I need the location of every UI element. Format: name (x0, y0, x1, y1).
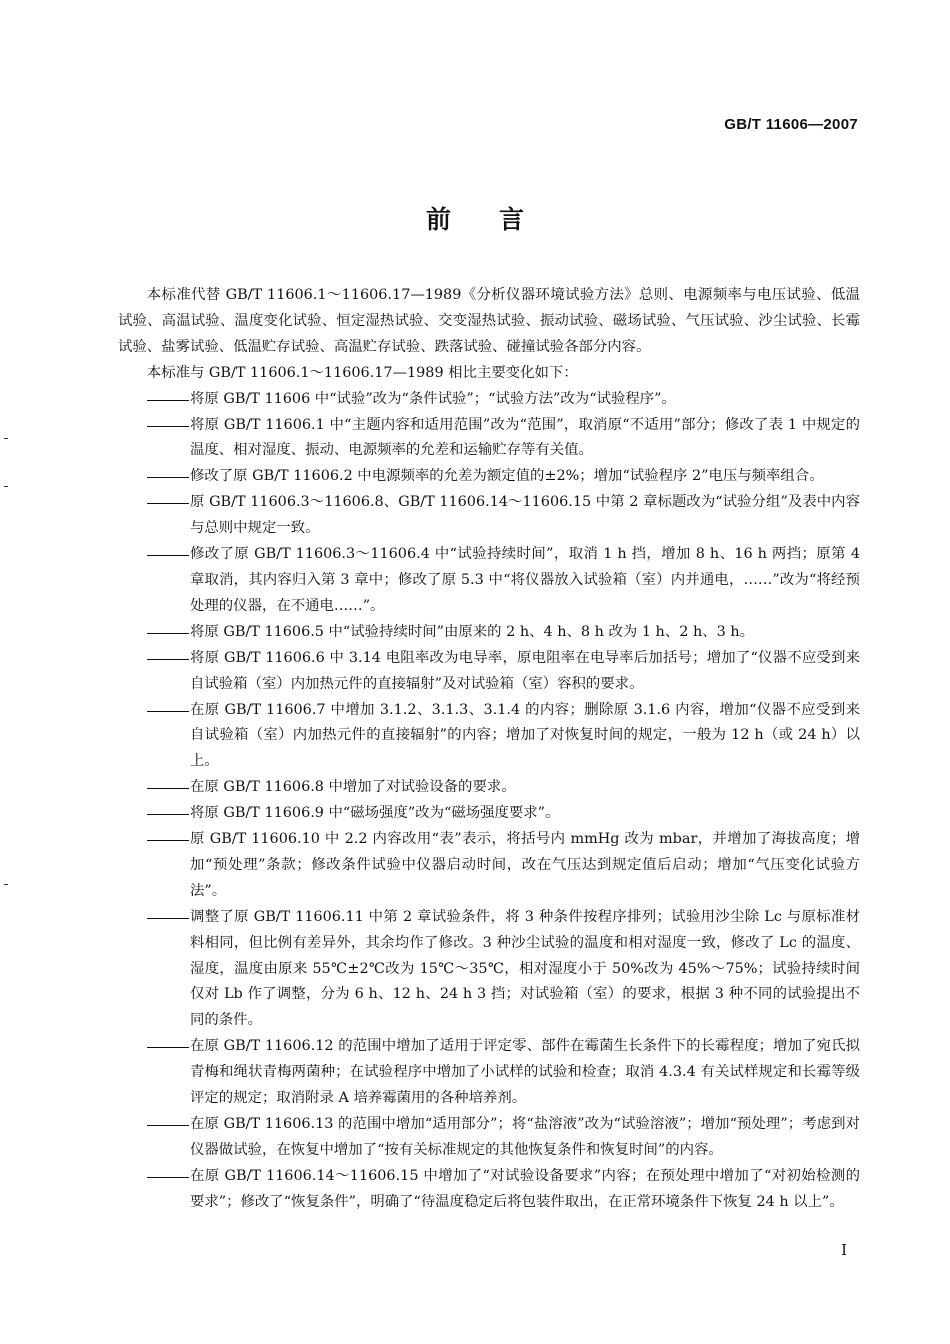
change-item-text: 将原 GB/T 11606.6 中 3.14 电阻率改为电导率，原电阻率在电导率后加括号；增加了“仪器不应受到来自试验箱（室）内加热元件的直接辐射”及对试验箱（室）容积的要求。 (190, 649, 860, 692)
change-item (118, 1034, 860, 1112)
change-item (118, 413, 860, 465)
change-item-text: 将原 GB/T 11606.1 中“主题内容和适用范围”改为“范围”，取消原“不适用”部分；修改了表 1 中规定的温度、相对湿度、振动、电源频率的允差和运输贮存等有关值。 (190, 416, 860, 459)
page-title: 前言 (425, 205, 572, 234)
change-item-text: 将原 GB/T 11606.5 中“试验持续时间”由原来的 2 h、4 h、8 h 改为 1 h、2 h、3 h。 (190, 623, 754, 640)
change-item (118, 1112, 860, 1164)
change-item-text: 原 GB/T 11606.3～11606.8、GB/T 11606.14～11606.15 中第 2 章标题改为“试验分组”及表中内容与总则中规定一致。 (190, 494, 860, 537)
change-item (118, 464, 860, 490)
change-item-text: 在原 GB/T 11606.8 中增加了对试验设备的要求。 (190, 779, 516, 796)
change-item-text: 在原 GB/T 11606.14～11606.15 中增加了“对试验设备要求”内容；在预处理中增加了“对初始检测的要求”；修改了“恢复条件”，明确了“待温度稳定后将包装件取出，在正常环境条件下恢复 24 h 以上”。 (190, 1167, 860, 1210)
change-item-text: 将原 GB/T 11606 中“试验”改为“条件试验”；“试验方法”改为“试验程序”。 (190, 390, 676, 407)
scan-mark (4, 486, 8, 487)
intro-paragraph: 本标准代替 GB/T 11606.1～11606.17—1989《分析仪器环境试验方法》总则、电源频率与电压试验、低温试验、高温试验、温度变化试验、恒定湿热试验、交变湿热试验、振动试验、磁场试验、气压试验、沙尘试验、长霉试验、盐雾试验、低温贮存试验、高温贮存试验、跌落试验、碰撞试验各部分内容。 (118, 287, 860, 355)
change-item-text: 原 GB/T 11606.10 中 2.2 内容改用“表”表示，将括号内 mmHg 改为 mbar，并增加了海拔高度；增加“预处理”条款；修改条件试验中仪器启动时间，改在气压达到规定值后启动；增加“气压变化试验方法”。 (190, 831, 860, 899)
change-item (118, 490, 860, 542)
change-item (118, 827, 860, 905)
change-item-text: 在原 GB/T 11606.12 的范围中增加了适用于评定零、部件在霉菌生长条件下的长霉程度；增加了宛氏拟青梅和绳状青梅两菌种；在试验程序中增加了小试样的试验和检查；取消 4.3.4 有关试样规定和长霉等级评定的规定；取消附录 A 培养霉菌用的各种培养剂。 (190, 1038, 860, 1107)
page-number: I (841, 1241, 847, 1259)
change-item-text: 将原 GB/T 11606.9 中“磁场强度”改为“磁场强度要求”。 (190, 805, 560, 822)
change-item-text: 修改了原 GB/T 11606.2 中电源频率的允差为额定值的±2%；增加“试验程序 2”电压与频率组合。 (190, 468, 824, 485)
change-item (118, 646, 860, 698)
change-item-text: 在原 GB/T 11606.7 中增加 3.1.2、3.1.3、3.1.4 的内容；删除原 3.1.6 内容，增加“仪器不应受到来自试验箱（室）内加热元件的直接辐射”的内容；增加了对恢复时间的规定，一般为 12 h（或 24 h）以上。 (190, 701, 860, 770)
change-item (118, 620, 860, 646)
change-item (118, 801, 860, 827)
scan-mark (4, 438, 8, 439)
change-item (118, 1164, 860, 1216)
change-item (118, 698, 860, 776)
intro-paragraph: 本标准与 GB/T 11606.1～11606.17—1989 相比主要变化如下： (146, 364, 578, 381)
change-item-text: 在原 GB/T 11606.13 的范围中增加“适用部分”；将“盐溶液”改为“试验溶液”；增加“预处理”；考虑到对仪器做试验，在恢复中增加了“按有关标准规定的其他恢复条件和恢复时间”的内容。 (190, 1116, 860, 1158)
change-item-text: 调整了原 GB/T 11606.11 中第 2 章试验条件，将 3 种条件按程序排列；试验用沙尘除 Lc 与原标准材料相同，但比例有差异外，其余均作了修改。3 种沙尘试验的温度和相对湿度一致，修改了 Lc 的温度、湿度，温度由原来 55℃±2℃改为 15℃～35℃，相对湿度小于 50%改为 45%～75%；试验持续时间仅对 Lb 作了调整，分为 6 h、12 h、24 h 3 挡；对试验箱（室）的要求，根据 3 种不同的试验提出不同的条件。 (190, 908, 860, 1029)
standard-code: GB/T 11606—2007 (724, 116, 858, 133)
change-item (118, 905, 860, 1035)
change-item (118, 542, 860, 620)
change-item (118, 775, 860, 801)
change-item-text: 修改了原 GB/T 11606.3～11606.4 中“试验持续时间”，取消 1 h 挡，增加 8 h、16 h 两挡；原第 4 章取消，其内容归入第 3 章中；修改了原 5.3 中“将仪器放入试验箱（室）内并通电，……”改为“将经预处理的仪器，在不通电……”。 (190, 546, 860, 614)
document-body (118, 283, 860, 1216)
scan-mark (4, 884, 8, 885)
change-item (118, 387, 860, 413)
